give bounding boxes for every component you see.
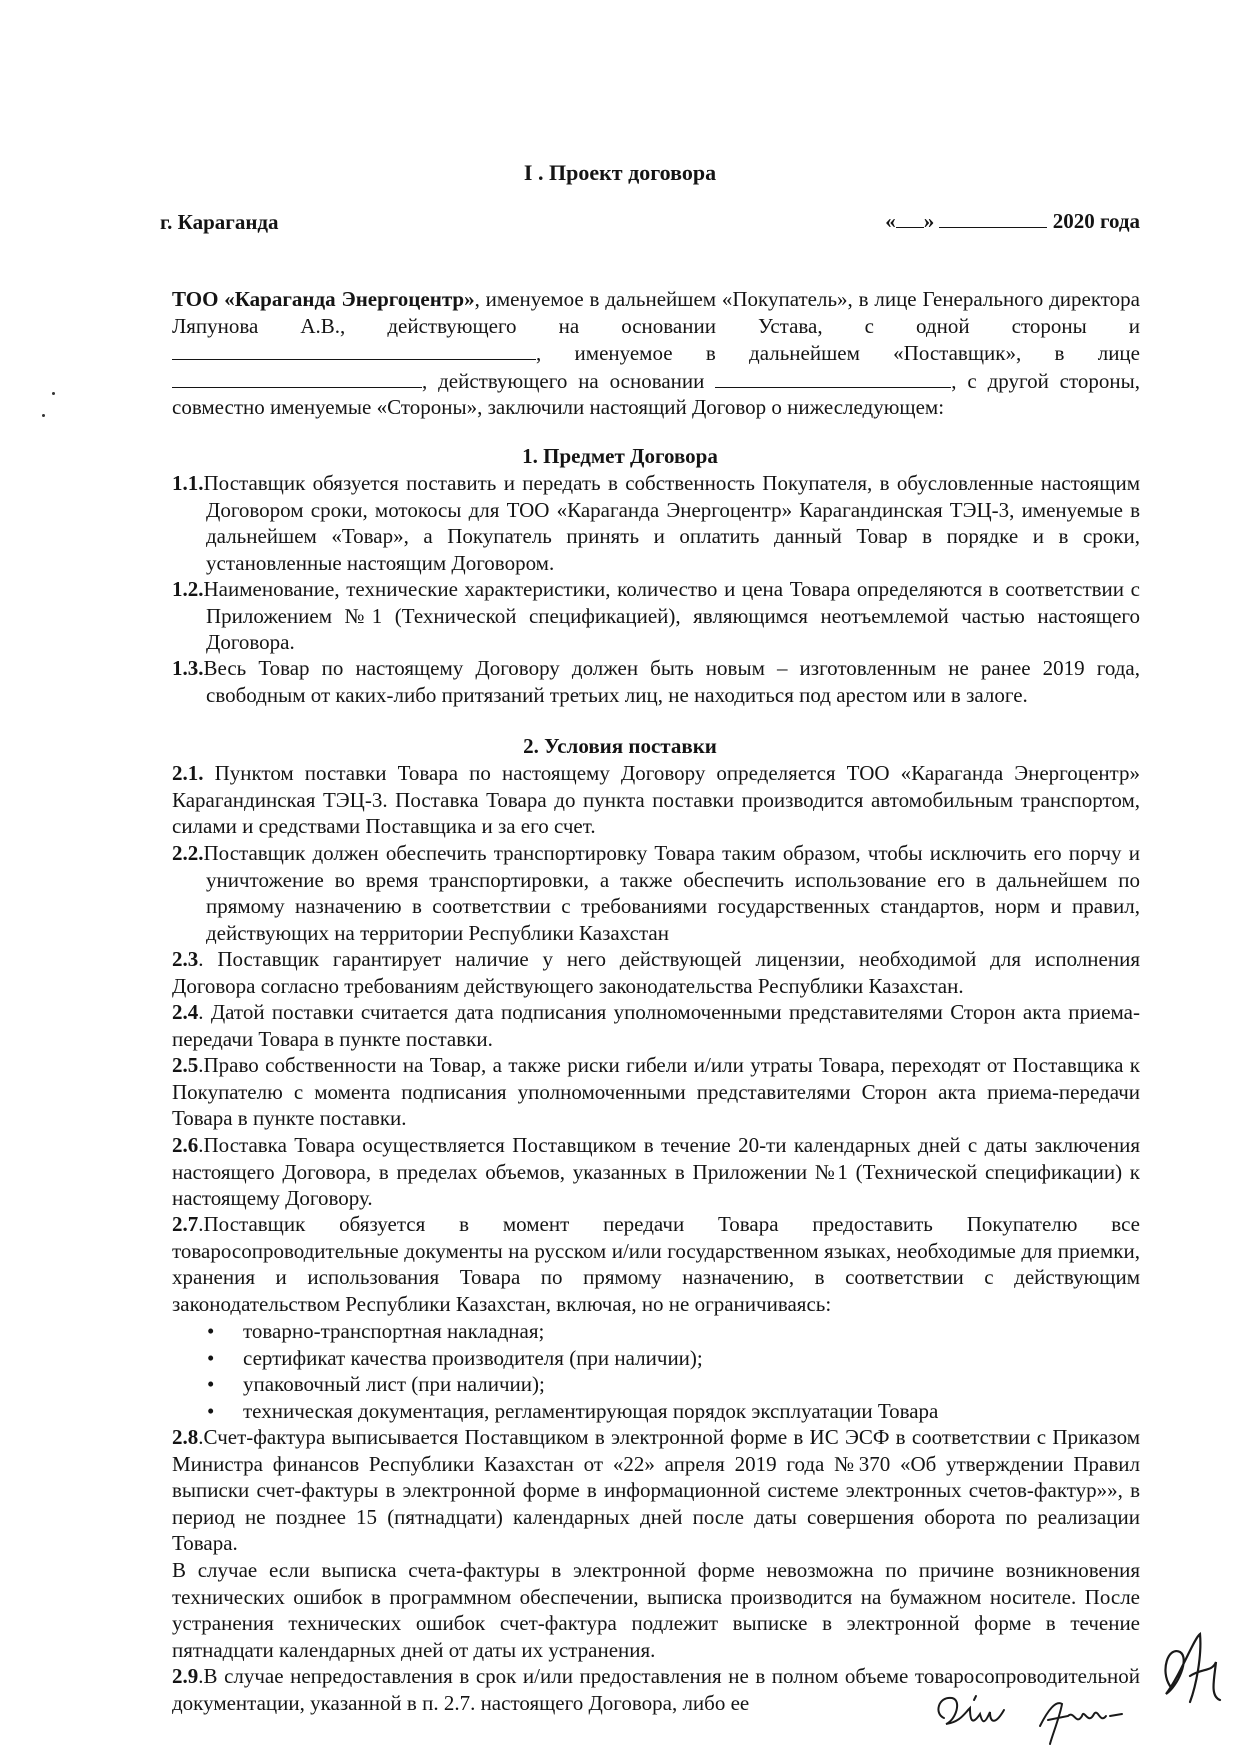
contract-date: « » 2020 года: [885, 209, 1140, 233]
month-blank: [939, 207, 1047, 228]
document-title: I . Проект договора: [523, 160, 717, 185]
list-item: • техническая документация, регламентирующая порядок эксплуатации Товара: [207, 1399, 939, 1423]
list-item: • сертификат качества производителя (при наличии);: [207, 1346, 703, 1370]
clause-1-2: 1.2.Наименование, технические характеристики, количество и цена Товара определяются в соответствии с Приложением №1 (Технической спецификацией), являющимся неотъемлемой частью настоящего Договора.: [172, 577, 1140, 655]
clause-1-1: 1.1.Поставщик обязуется поставить и передать в собственность Покупателя, в обусловленные настоящим Договором сроки, мотокосы для ТОО «Караганда Энергоцентр» Карагандинская ТЭЦ-3, именуемые в дальнейшем «Товар», а Покупатель принять и оплатить данный Товар в порядке и в сроки, установленные настоящим Договором.: [172, 471, 1140, 575]
basis-blank: [715, 367, 951, 388]
supplier-name-blank: [172, 339, 536, 360]
clause-2-8: 2.8.Счет-фактура выписывается Поставщиком в электронной форме в ИС ЭСФ в соответствии с Приказом Министра финансов Республики Казахстан от «22» апреля 2019 года №370 «Об утверждении Правил выписки счет-фактуры в электронной форме в информационной системе электронных счетов-фактур»», в период не позднее 15 (пятнадцати) календарных дней после даты совершения оборота по реализации Товара.: [172, 1425, 1140, 1556]
clause-2-3: 2.3. Поставщик гарантирует наличие у него действующей лицензии, необходимой для исполнения Договора согласно требованиям действующего законодательства Республики Казахстан.: [172, 947, 1140, 998]
clause-1-3: 1.3.Весь Товар по настоящему Договору должен быть новым – изготовленным не ранее 2019 года, свободным от каких-либо притязаний третьих лиц, не находиться под арестом или в залоге.: [172, 656, 1140, 707]
list-item: • товарно-транспортная накладная;: [207, 1319, 545, 1343]
handwritten-signature: [1030, 1686, 1130, 1748]
clause-2-6: 2.6.Поставка Товара осуществляется Поставщиком в течение 20-ти календарных дней с даты заключения настоящего Договора, в пределах объемов, указанных в Приложении №1 (Технической спецификации) к настоящему Договору.: [172, 1133, 1140, 1211]
day-blank: [896, 207, 924, 228]
scan-speck: [52, 392, 55, 395]
handwritten-initials: [930, 1684, 1020, 1746]
clause-2-7: 2.7.Поставщик обязуется в момент передачи Товара предоставить Покупателю все товаросопроводительные документы на русском и/или государственном языках, необходимые для приемки, хранения и использования Товара по прямому назначению, в соответствии с действующим законодательством Республики Казахстан, включая, но не ограничиваясь:: [172, 1212, 1140, 1316]
clause-2-5: 2.5.Право собственности на Товар, а также риски гибели и/или утраты Товара, переходят от Поставщика к Покупателю с момента подписания уполномоченными представителями Сторон акта приема-передачи Товара в пункте поставки.: [172, 1053, 1140, 1131]
margin-signature: [1150, 1616, 1230, 1716]
clause-2-4: 2.4. Датой поставки считается дата подписания уполномоченными представителями Сторон акта приема-передачи Товара в пункте поставки.: [172, 1000, 1140, 1051]
clause-2-8-continued: В случае если выписка счета-фактуры в электронной форме невозможна по причине возникновения технических ошибок в программном обеспечении, выписка производится на бумажном носителе. После устранения технических ошибок счет-фактура подлежит выписке в электронной форме в течение пятнадцати календарных дней от даты их устранения.: [172, 1558, 1140, 1662]
representative-blank: [172, 367, 422, 388]
scan-speck: [42, 414, 45, 417]
clause-2-2: 2.2.Поставщик должен обеспечить транспортировку Товара таким образом, чтобы исключить его порчу и уничтожение во время транспортировки, а также обеспечить использование его в дальнейшем по прямому назначению в соответствии с требованиями государственных стандартов, норм и правил, действующих на территории Республики Казахстан: [172, 841, 1140, 945]
preamble: ТОО «Караганда Энергоцентр», именуемое в дальнейшем «Покупатель», в лице Генерального директора Ляпунова А.В., действующего на основании Устава, с одной стороны и , именуемое в дальнейшем «Поставщик», в лице , действующего на основании , с другой стороны, совместно именуемые «Стороны», заключили настоящий Договор о нижеследующем:: [172, 287, 1141, 420]
clause-2-1: 2.1. Пунктом поставки Товара по настоящему Договору определяется ТОО «Караганда Энергоцентр» Карагандинская ТЭЦ-3. Поставка Товара до пункта поставки производится автомобильным транспортом, силами и средствами Поставщика и за его счет.: [172, 761, 1140, 839]
contract-city: г. Караганда: [160, 210, 279, 234]
section-1-title: 1. Предмет Договора: [522, 444, 718, 468]
section-2-title: 2. Условия поставки: [523, 734, 717, 758]
clause-2-9: 2.9.В случае непредоставления в срок и/или предоставления не в полном объеме товаросопроводительной документации, указанной в п. 2.7. настоящего Договора, либо ее: [172, 1664, 1140, 1715]
list-item: • упаковочный лист (при наличии);: [207, 1372, 545, 1396]
